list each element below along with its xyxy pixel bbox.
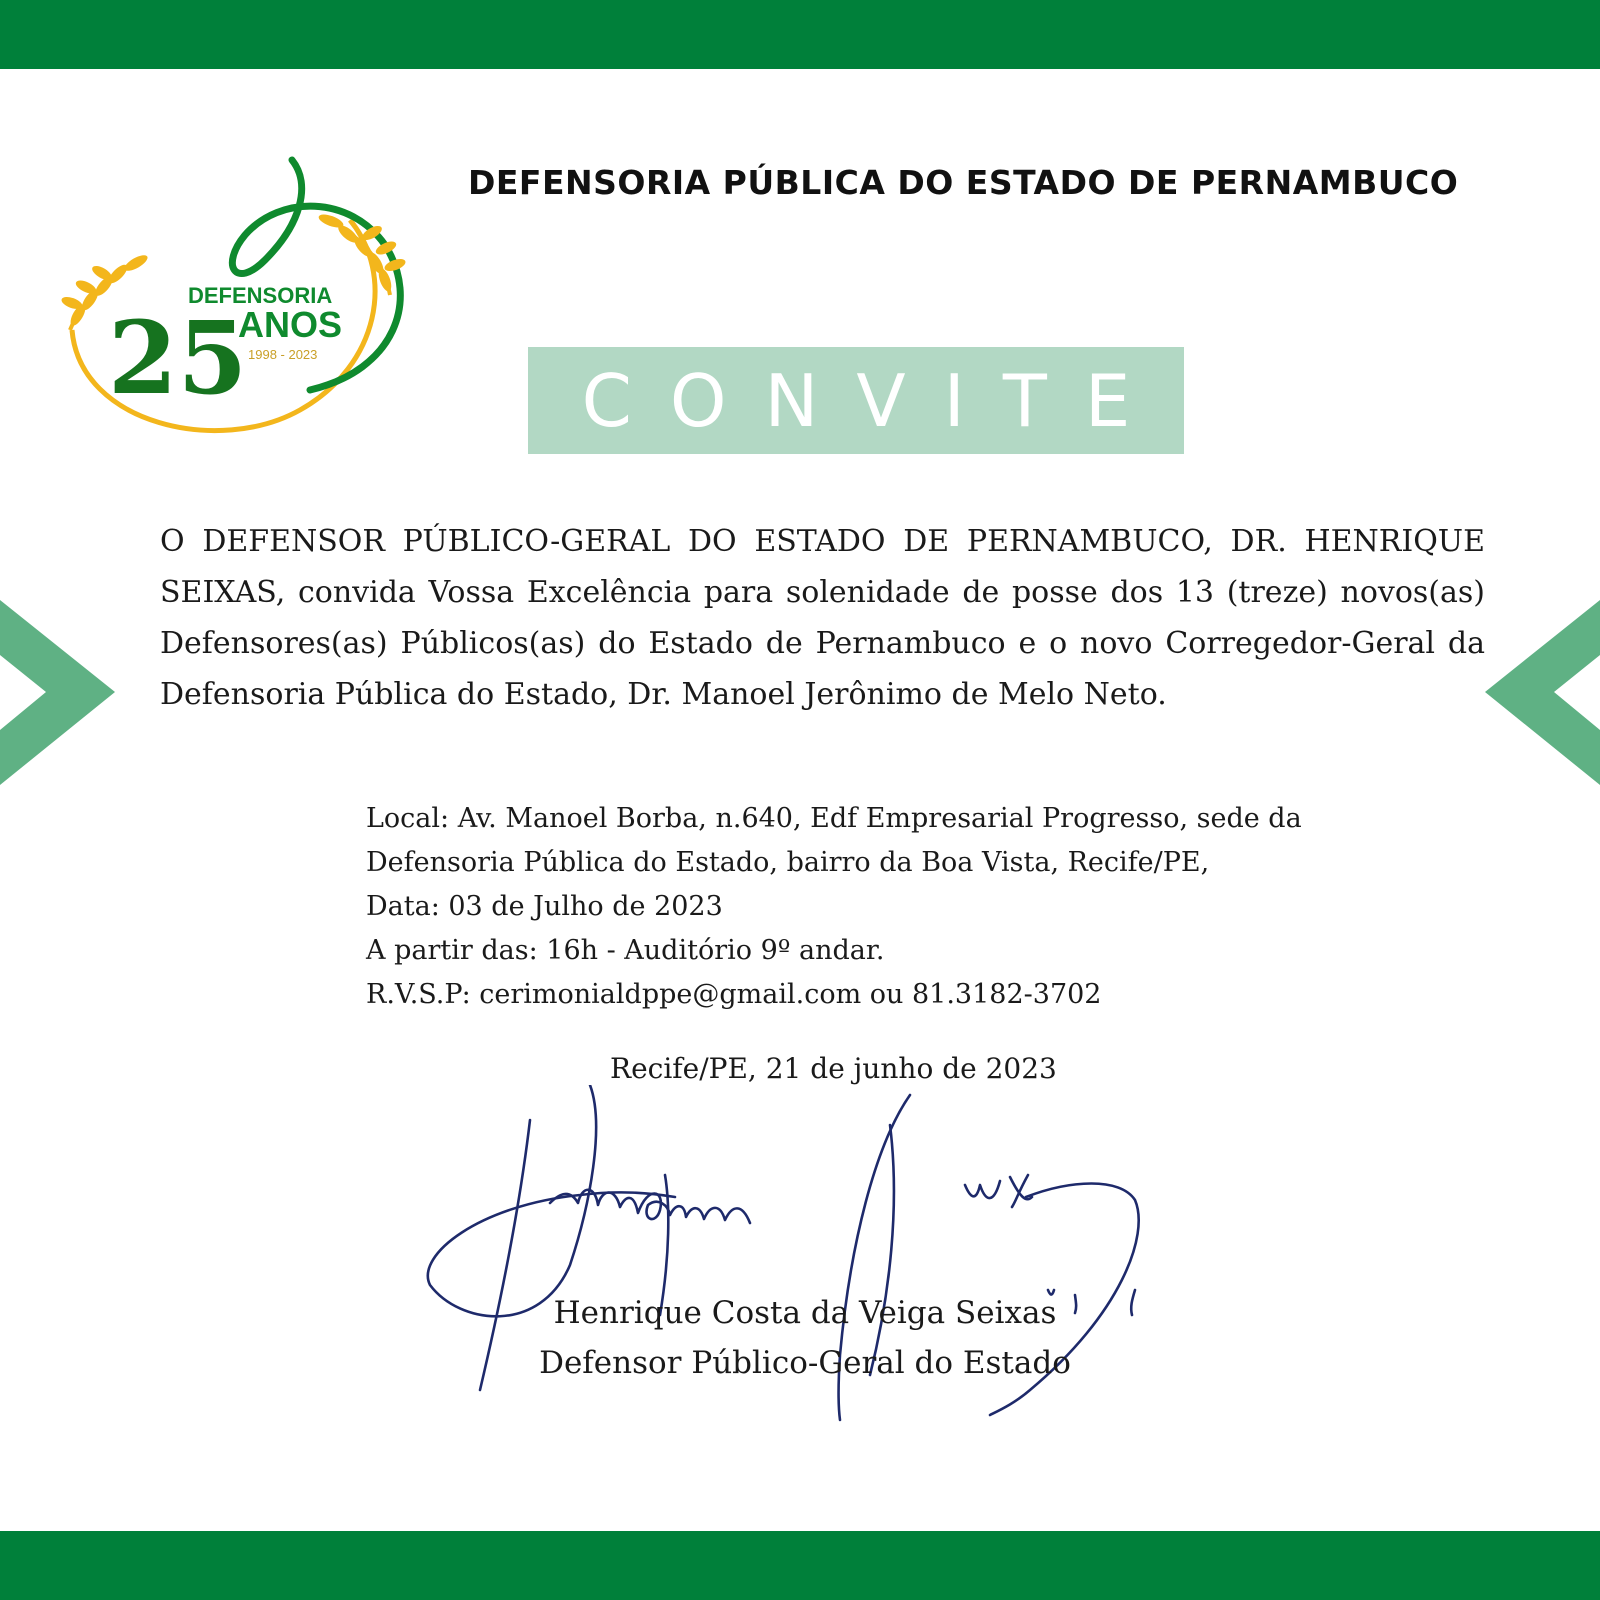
convite-label: CONVITE — [581, 358, 1169, 443]
right-chevron-decoration — [1485, 600, 1600, 785]
event-rsvp-line: R.V.S.P: cerimonialdppe@gmail.com ou 81.3182-3702 — [366, 979, 1102, 1010]
invitation-paragraph: O DEFENSOR PÚBLICO-GERAL DO ESTADO DE PERNAMBUCO, DR. HENRIQUE SEIXAS, convida Vossa Excelência para solenidade de posse dos 13 (treze) novos(as) Defensores(as) Públicos(as) do Estado de Pernambuco e o novo Corregedor-Geral da Defensoria Pública do Estado, Dr. Manoel Jerônimo de Melo Neto. — [160, 524, 1485, 712]
defensoria-25-anos-logo — [50, 155, 430, 455]
organization-title: DEFENSORIA PÚBLICA DO ESTADO DE PERNAMBUCO — [468, 163, 1459, 202]
logo-defensoria-text: DEFENSORIA — [188, 283, 333, 308]
convite-banner — [528, 347, 1184, 454]
signer-role: Defensor Público-Geral do Estado — [539, 1345, 1071, 1381]
top-banner-bar — [0, 0, 1600, 69]
logo-years-text: 1998 - 2023 — [248, 347, 318, 362]
logo-number-text: 25 — [108, 299, 248, 417]
logo-anos-text: ANOS — [238, 304, 343, 345]
place-and-date: Recife/PE, 21 de junho de 2023 — [610, 1052, 1057, 1085]
event-location-line-2: Defensoria Pública do Estado, bairro da Boa Vista, Recife/PE, — [366, 847, 1210, 878]
bottom-banner-bar — [0, 1531, 1600, 1600]
event-date-line: Data: 03 de Julho de 2023 — [366, 891, 723, 922]
event-details — [366, 797, 1366, 1017]
event-location-line-1: Local: Av. Manoel Borba, n.640, Edf Empresarial Progresso, sede da — [366, 803, 1302, 834]
signer-name: Henrique Costa da Veiga Seixas — [553, 1295, 1057, 1331]
event-time-line: A partir das: 16h - Auditório 9º andar. — [366, 935, 885, 966]
left-chevron-decoration — [0, 600, 115, 785]
